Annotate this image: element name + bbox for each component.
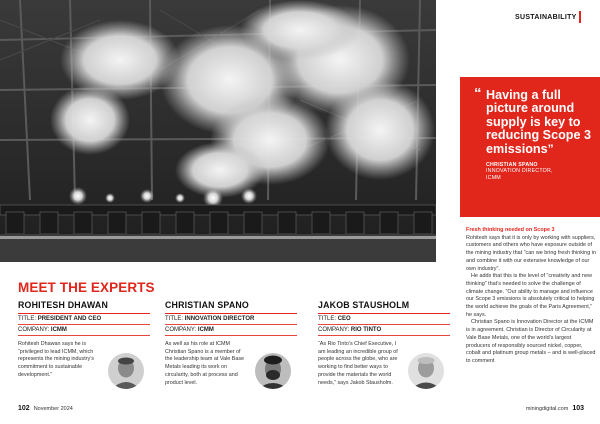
quote-role-line1: INNOVATION DIRECTOR, xyxy=(486,168,553,175)
expert-avatar xyxy=(255,353,291,389)
expert-card xyxy=(165,300,297,386)
article-body xyxy=(466,227,596,366)
expert-company-row: COMPANY: ICMM xyxy=(165,327,214,333)
pull-quote-text: Having a full picture around supply is key to reducing Scope 3 emissions” xyxy=(486,88,591,156)
expert-bio: “As Rio Tinto’s Chief Executive, I am leading an incredible group of people across the globe, who are working to find better ways to provide the materials the world needs,” says Jakob Stausholm. xyxy=(318,341,398,386)
expert-title-row: TITLE: PRESIDENT AND CEO xyxy=(18,316,102,322)
expert-name: JAKOB STAUSHOLM xyxy=(318,300,410,310)
expert-avatar xyxy=(108,353,144,389)
quote-close-mark: ” xyxy=(547,141,554,156)
expert-card xyxy=(18,300,150,378)
page-number-left: 102 xyxy=(18,405,30,412)
section-label: SUSTAINABILITY xyxy=(515,14,577,21)
pull-quote-box xyxy=(460,77,600,217)
divider xyxy=(318,335,450,336)
divider xyxy=(165,335,297,336)
expert-title-row: TITLE: INNOVATION DIRECTOR xyxy=(165,316,255,322)
section-accent-bar xyxy=(579,11,581,23)
quote-open-mark: “ xyxy=(474,85,482,102)
issue-date: November 2024 xyxy=(33,406,73,412)
site-url: miningdigital.com xyxy=(525,406,569,412)
expert-card xyxy=(318,300,450,386)
divider xyxy=(318,324,450,325)
article-paragraph: Rohitesh says that it is only by working with suppliers, customers and others who have exposure outside of the mining industry that “can we bring fresh thinking in and combine it with our extensive knowledge of our own industry”. xyxy=(466,234,596,272)
expert-name: CHRISTIAN SPANO xyxy=(165,300,249,310)
expert-bio: Rohitesh Dhawan says he is “privileged to lead ICMM, which represents the mining industry’s commitment to sustainable development.” xyxy=(18,341,95,378)
article-subheading: Fresh thinking needed on Scope 3 xyxy=(466,227,555,233)
expert-bio: As well as his role at ICMM Christian Spano is a member of the leadership team at Vale Base Metals leading its work on circularity, both at process and product level. xyxy=(165,341,245,386)
footer-left xyxy=(18,405,73,412)
quote-role-line2: ICMM xyxy=(486,174,501,181)
expert-company-row: COMPANY: RIO TINTO xyxy=(318,327,382,333)
divider xyxy=(18,324,150,325)
divider xyxy=(18,335,150,336)
divider xyxy=(165,324,297,325)
footer-right xyxy=(526,405,584,412)
expert-name: ROHITESH DHAWAN xyxy=(18,300,108,310)
article-paragraph: Christian Spano is Innovation Director at the ICMM is in agreement. Christian is Director of Circularity at Vale Base Metals, one of the world’s largest producers of responsibly sourced nickel, copper, cobalt and platinum group metals – and is well-placed to comment xyxy=(466,319,596,364)
expert-avatar xyxy=(408,353,444,389)
expert-company-row: COMPANY: ICMM xyxy=(18,327,67,333)
experts-heading: MEET THE EXPERTS xyxy=(18,280,155,295)
expert-title-row: TITLE: CEO xyxy=(318,316,351,322)
article-paragraph: He adds that this is the level of “creativity and new thinking” that’s needed to solve the challenge of climate change. “Our ability to manage and influence our Scope 3 emissions is absolutely critical to helping the world achieve the goals of the Paris Agreement,” he says. xyxy=(466,273,595,318)
quote-author: CHRISTIAN SPANO xyxy=(486,162,538,169)
factory-steam-photo xyxy=(0,0,436,262)
page-number-right: 103 xyxy=(572,405,584,412)
